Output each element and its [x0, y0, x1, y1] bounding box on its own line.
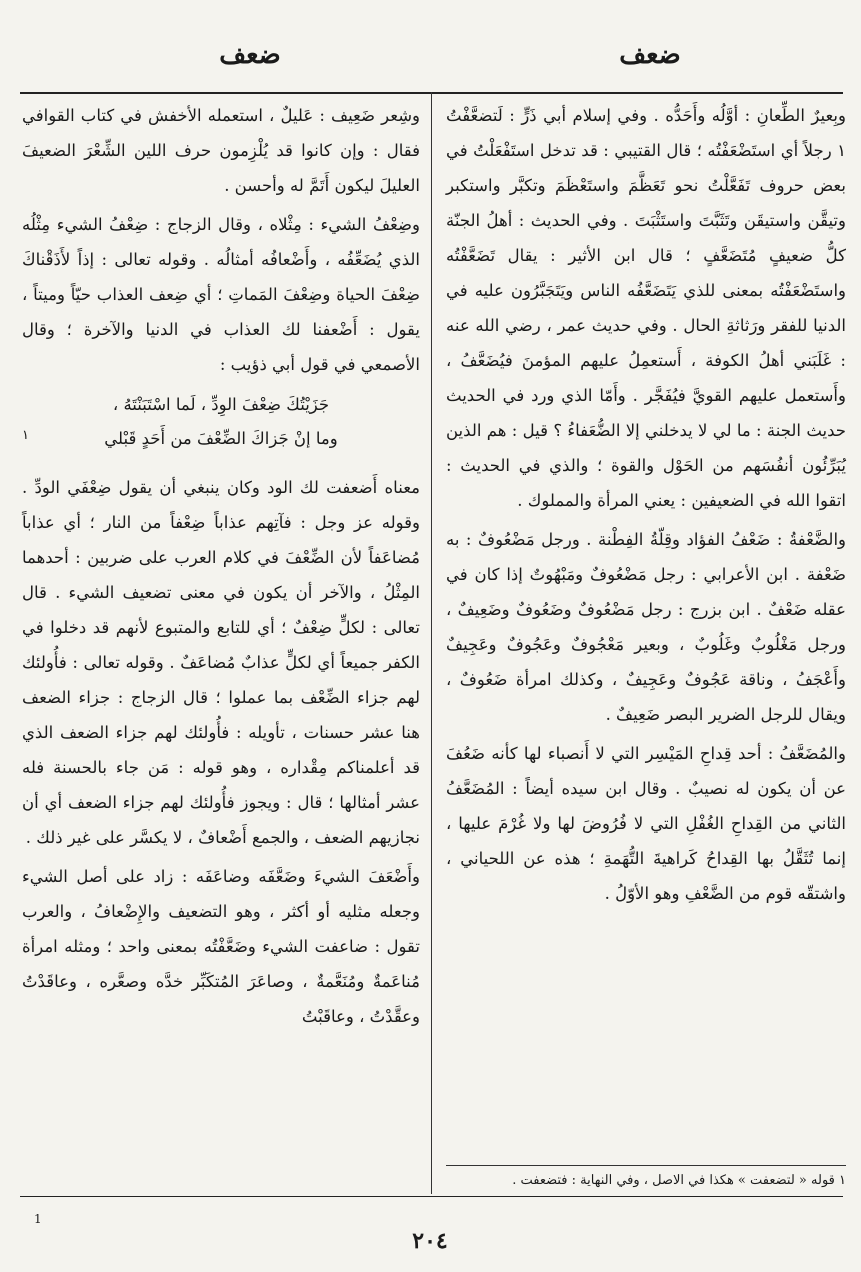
right-column: [446, 98, 846, 915]
right-paragraph-2: والضَّعْفةُ : ضَعْفُ الفؤاد وقِلّةُ الفِطْنة . ورجل مَضْعُوفٌ : به ضَعْفة . ابن الأعرابي : رجل مَضْعُوفٌ ومَبْهُوتٌ إذا كان في عقله ضَعْفٌ . ابن بزرج : رجل مَضْعُوفٌ وضَعُوفٌ وضَعِيفٌ ، ورجل مَغْلُوبٌ وغَلُوبٌ ، وبعير مَعْجُوفٌ وعَجُوفٌ وعَجِيفٌ وأَعْجَفُ ، وناقة عَجُوفٌ وعَجِيفٌ ، وكذلك امرأة ضَعُوفٌ ، ويقال للرجل الضرير البصر ضَعِيفٌ .: [446, 530, 846, 724]
page-number: ٢٠٤: [412, 1228, 448, 1254]
left-column: [22, 98, 420, 1038]
running-head-left: ضعف: [219, 40, 281, 70]
left-paragraph-4: وأَضْعَفَ الشيءَ وضَعَّفَه وضاعَفَه : زاد على أصل الشيء وجعله مثليه أو أكثر ، وهو التضعيف والإِضْعافُ ، والعرب تقول : ضاعفت الشيء وضَعَّفْتُه بمعنى واحد ؛ ومثله امرأة مُناعَمةٌ ومُنَعَّمةٌ ، وصاعَرَ المُتكَبِّر خدَّه وصعَّره ، وعاقَدْتُ وعقَّدْتُ ، وعاقَبْتُ: [22, 867, 420, 1026]
left-paragraph-1: وشِعر ضَعِيف : عَليلٌ ، استعمله الأخفش في كتاب القوافي فقال : وإن كانوا قد يُلْزِمون حرف اللين الشِّعْرَ الضعيفَ العليلَ ليكون أَتَمَّ له وأحسن .: [22, 106, 420, 195]
right-paragraph-3: والمُضَعَّفُ : أحد قِداحِ المَيْسِر التي لا أَنصباء لها كأنه ضَعُفَ عن أن يكون له نصيبٌ . وقال ابن سيده أيضاً : المُضَعَّفُ الثاني من القِداحِ الغُفْلِ التي لا فُرُوضَ لها ولا غُرْمَ عليها ، إنما تُثَقَّلُ بها القِداحُ كَراهيةَ التُّهَمةِ ؛ هذه عن اللحياني ، واشتقّه قوم من الضَّعْفِ وهو الأوّلُ .: [446, 744, 846, 903]
verse-footnote-marker: ١: [22, 428, 29, 443]
footnote-rule: [446, 1165, 846, 1166]
verse-line-2: وما إنْ جَزاكَ الضِّعْفَ من أَحَدٍ قَبْلي: [104, 429, 338, 448]
left-paragraph-2: وضِعْفُ الشيء : مِثْلاه ، وقال الزجاج : ضِعْفُ الشيء مِثْلُه الذي يُضَعِّفُه ، وأَضْعافُه أمثالُه . وقوله تعالى : إذاً لأَذَقْناكَ ضِعْفَ الحياة وضِعْفَ المَماتِ ؛ أي ضِعف العذاب حيّاً وميتاً ، يقول : أَضْعفنا لك العذاب في الدنيا والآخرة ؛ وقال الأصمعي في قول أبي ذؤيب :: [22, 215, 420, 374]
footnote: ١ قوله « لتضعفت » هكذا في الاصل ، وفي النهاية : فتضعفت .: [512, 1173, 846, 1188]
column-divider: [431, 92, 432, 1194]
footer-rule: [20, 1196, 843, 1197]
poem-verse: [22, 388, 420, 456]
bottom-mark: 1: [34, 1212, 42, 1226]
left-paragraph-3: معناه أَضعفت لك الود وكان ينبغي أن يقول ضِعْفَي الودِّ . وقوله عز وجل : فآتِهم عذاباً ضِعْفاً من النار ؛ أي عذاباً مُضاعَفاً لأن الضِّعْفَ في كلام العرب على ضربين : أحدهما المِثْلُ ، والآخر أن يكون في معنى تضعيف الشيء . قال تعالى : لكلٍّ ضِعْفٌ ؛ أي للتابع والمتبوع لأنهم قد دخلوا في الكفر جميعاً أي لكلٍّ عذابٌ مُضاعَفٌ . وقوله تعالى : فأُولئك لهم جزاء الضِّعْف بما عملوا ؛ قال الزجاج : جزاء الضعف هنا عشر حسنات ، تأويله : فأُولئك لهم جزاء الضعف الذي قد أعلمناكم مِقْداره ، وهو قوله : مَن جاء بالحسنة فله عشر أمثالها ؛ قال : ويجوز فأُولئك لهم جزاء الضعف أي أن نجازيهم الضعف ، والجمع أَضْعافٌ ، لا يكسَّر على غير ذلك .: [22, 478, 420, 847]
running-head-right: ضعف: [619, 40, 681, 70]
verse-line-1: جَزَيْتُكَ ضِعْفَ الوِدِّ ، لَما اسْتَبَنْتَهُ ،: [112, 395, 330, 414]
right-paragraph-1: وبِعيرٌ الطِّعانِ : أوَّلُه وأَحَدُّه . وفي إسلام أبي ذَرٍّ : لَتضعَّفْتُ ١ رجلاً أي استَضْعَفْتُه ؛ قال القتيبي : قد تدخل استَفْعَلْتُ في بعض حروف تَفَعَّلْتُ نحو تَعَظَّمَ واستَعْظَمَ وتكبَّر واستكبر وتيقَّن واستيقَن وتَثَبَّتَ واستَثْبَتَ . وفي الحديث : أهلُ الجنّة كلُّ ضعيفٍ مُتَضَعَّفٍ ؛ قال ابن الأثير : يقال تَضَعَّفْتُه واستَضْعَفْتُه بمعنى للذي يَتَضَعَّفُه الناس ويَتَجَبَّرُون عليه في الدنيا للفقر ورَثاثةِ الحال . وفي حديث عمر ، رضي الله عنه : غَلَبَني أهلُ الكوفة ، أَستعمِلُ عليهم المؤمنَ فيُضَعَّفُ ، وأَستعمل عليهم القويَّ فيُفَجَّر . وأَمّا الذي ورد في الحديث حديث الجنة : ما لي لا يدخلني إلا الضُّعَفاءُ ؟ قيل : هم الذين يُبَرِّئُون أنفُسَهم من الحَوْل والقوة ؛ والذي في الحديث : اتقوا الله في الضعيفين : يعني المرأة والمملوك .: [446, 106, 846, 510]
